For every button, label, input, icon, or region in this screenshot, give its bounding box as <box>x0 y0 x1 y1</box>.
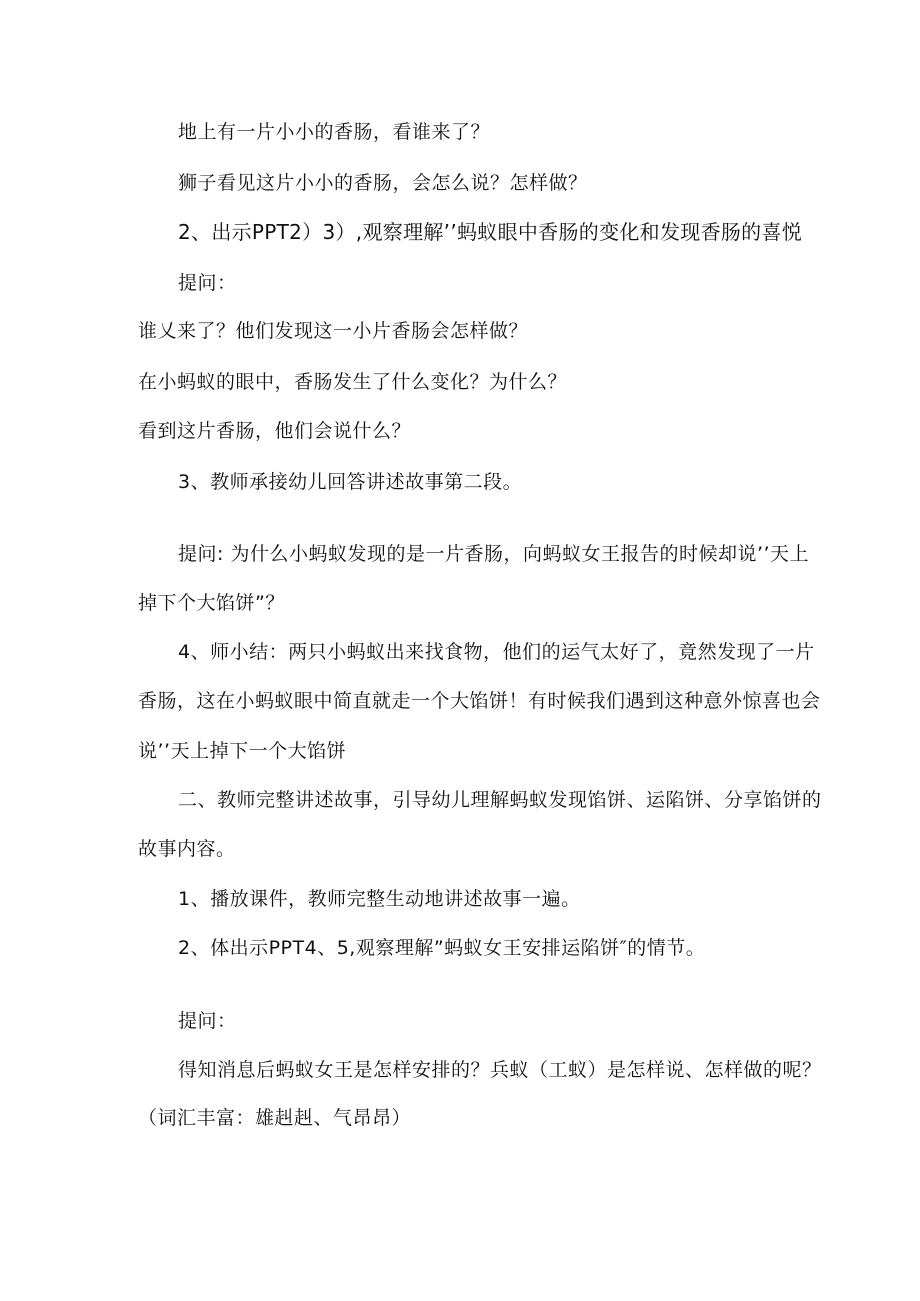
step-heading: 2、体出示PPT4、5,观察理解”蚂蚁女王安排运陷饼″的情节。 <box>178 937 706 959</box>
step-heading: 2、出示PPT2）3）,观察理解’’蚂蚁眼中香肠的变化和发现香肠的喜悦 <box>178 220 803 244</box>
paragraph-line: 在小蚂蚁的眼中，香肠发生了什么变化？为什么？ <box>138 371 568 393</box>
paragraph-line: 看到这片香肠，他们会说什么？ <box>138 420 412 442</box>
section-heading: 二、教师完整讲述故事，引导幼儿理解蚂蚁发现馅饼、运陷饼、分享馅饼的 <box>178 789 822 811</box>
paragraph-line: 提问： <box>178 1010 237 1032</box>
summary-line: 香肠，这在小蚂蚁眼中简直就走一个大馅饼！有时候我们遇到这种意外惊喜也会 <box>138 690 821 712</box>
summary-line: 4、师小结：两只小蚂蚁出来找食物，他们的运气太好了，竟然发现了一片 <box>178 641 815 663</box>
step-heading: 3、教师承接幼儿回答讲述故事第二段。 <box>178 471 523 493</box>
paragraph-line: 提问: 为什么小蚂蚁发现的是一片香肠，向蚂蚁女王报告的时候却说’’天上 <box>178 543 810 565</box>
paragraph-line: 地上有一片小小的香肠，看谁来了？ <box>178 121 491 143</box>
paragraph-line: 谁乂来了？他们发现这一小片香肠会怎样做？ <box>138 320 529 342</box>
paragraph-line: 得知消息后蚂蚁女王是怎样安排的？兵蚁（工蚁）是怎样说、怎样做的呢？ <box>178 1059 822 1081</box>
summary-line: 说’’天上掉下一个大馅饼 <box>138 740 347 762</box>
step-heading: 1、播放课件，教师完整生动地讲述故事一遍。 <box>178 888 581 910</box>
paragraph-line: 掉下个大馅饼”？ <box>138 592 285 614</box>
paragraph-line: 狮子看见这片小小的香肠，会怎么说？怎样做？ <box>178 172 588 194</box>
paragraph-line: （词汇丰富：雄赳赳、气昂昂） <box>138 1107 412 1129</box>
paragraph-line: 提问： <box>178 272 237 294</box>
section-heading: 故事内容。 <box>138 838 236 860</box>
